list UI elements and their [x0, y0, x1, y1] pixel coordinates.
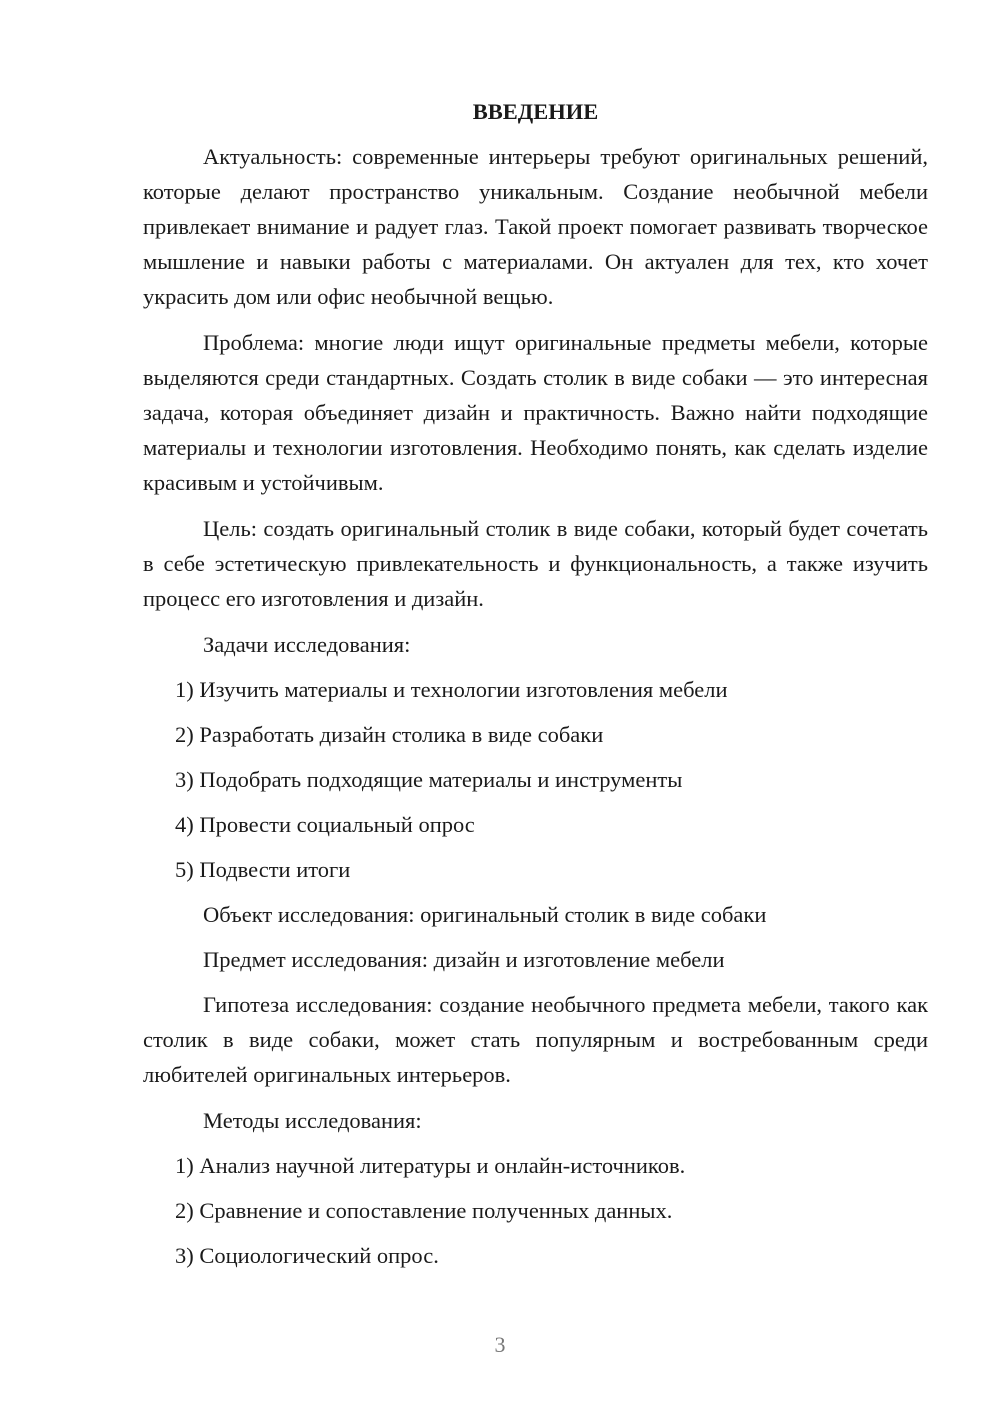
methods-heading: Методы исследования: [203, 1108, 422, 1133]
task-item: 4) Провести социальный опрос [175, 812, 475, 837]
goal-paragraph: Цель: создать оригинальный столик в виде собаки, который будет сочетать в себе эстетическую привлекательность и функциональность, а также изучить процесс его изготовления и дизайн. [143, 516, 928, 611]
task-item: 2) Разработать дизайн столика в виде собаки [175, 722, 604, 747]
page-number: 3 [494, 1332, 506, 1357]
hypothesis-paragraph: Гипотеза исследования: создание необычного предмета мебели, такого как столик в виде собаки, может стать популярным и востребованным среди любителей оригинальных интерьеров. [143, 992, 928, 1087]
task-item: 1) Изучить материалы и технологии изготовления мебели [175, 677, 728, 702]
problem-paragraph: Проблема: многие люди ищут оригинальные предметы мебели, которые выделяются среди стандартных. Создать столик в виде собаки — это интересная задача, которая объединяет дизайн и практичность. Важно найти подходящие материалы и технологии изготовления. Необходимо понять, как сделать изделие красивым и устойчивым. [143, 330, 928, 495]
task-item: 3) Подобрать подходящие материалы и инструменты [175, 767, 683, 792]
method-item: 3) Социологический опрос. [175, 1243, 439, 1268]
method-item: 1) Анализ научной литературы и онлайн-источников. [175, 1153, 686, 1178]
research-subject: Предмет исследования: дизайн и изготовление мебели [203, 947, 725, 972]
task-item: 5) Подвести итоги [175, 857, 351, 882]
research-object: Объект исследования: оригинальный столик в виде собаки [203, 902, 767, 927]
document-page [143, 96, 928, 1283]
method-item: 2) Сравнение и сопоставление полученных данных. [175, 1198, 673, 1223]
relevance-paragraph: Актуальность: современные интерьеры требуют оригинальных решений, которые делают пространство уникальным. Создание необычной мебели привлекает внимание и радует глаз. Такой проект помогает развивать творческое мышление и навыки работы с материалами. Он актуален для тех, кто хочет украсить дом или офис необычной вещью. [143, 144, 928, 309]
section-title: ВВЕДЕНИЕ [472, 99, 599, 124]
tasks-heading: Задачи исследования: [203, 632, 411, 657]
